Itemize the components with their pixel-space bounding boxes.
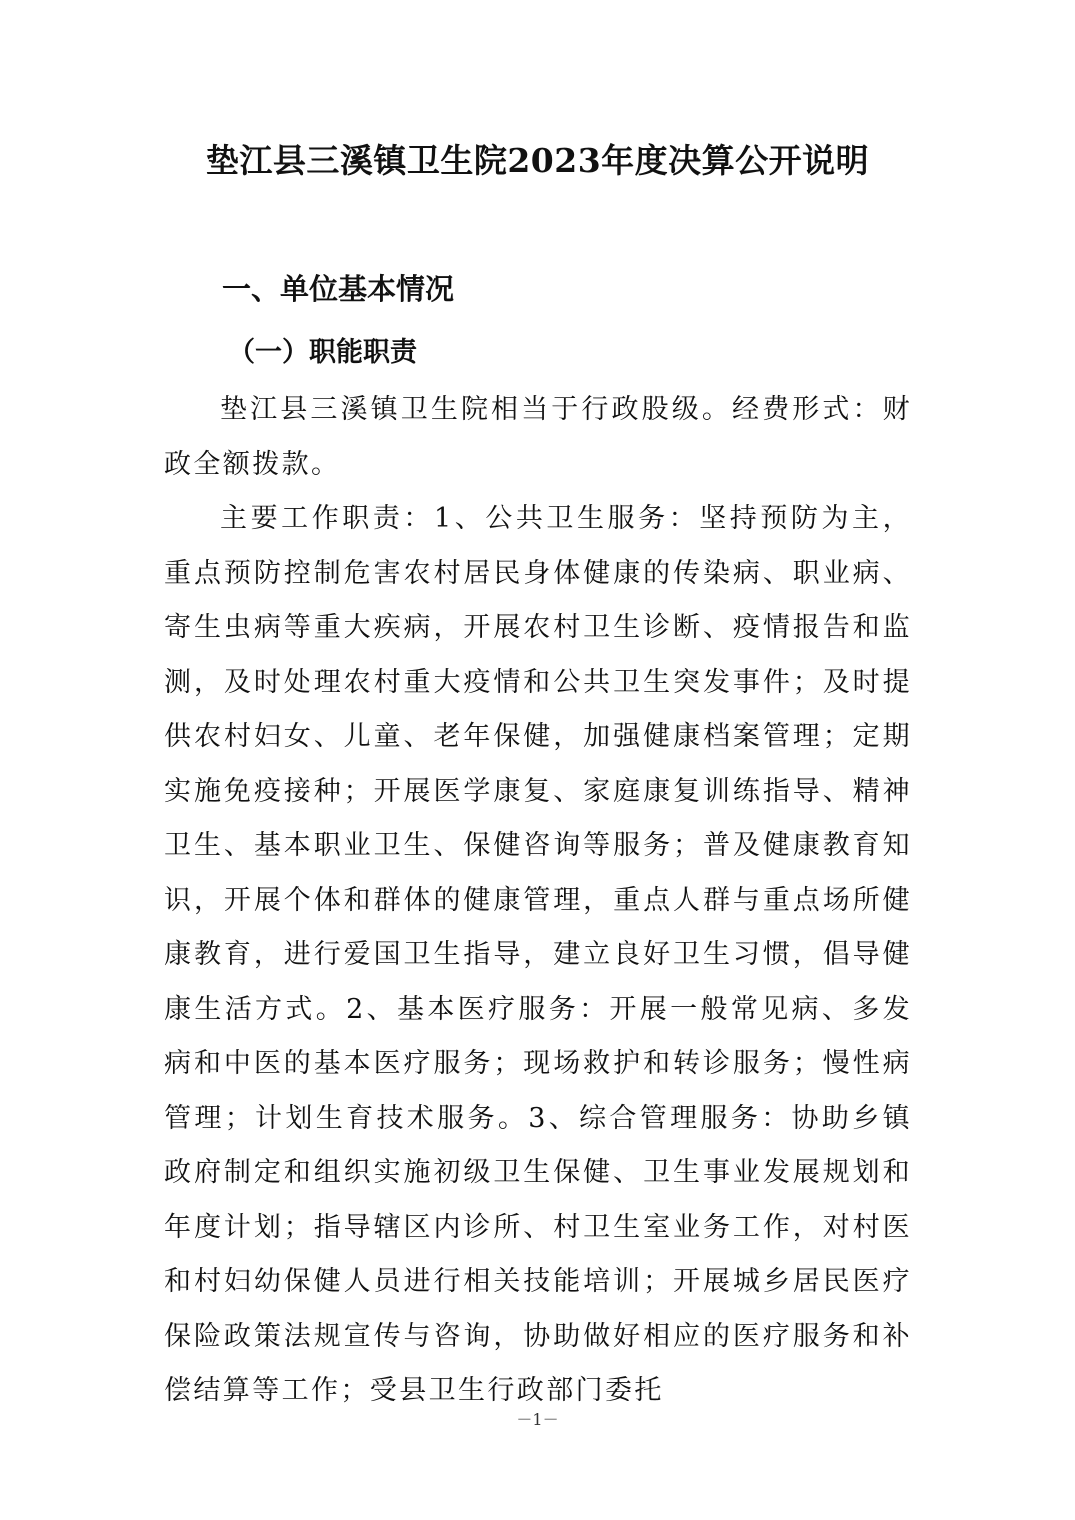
body-paragraph: 主要工作职责：1、公共卫生服务：坚持预防为主，重点预防控制危害农村居民身体健康的传染病、职业病、寄生虫病等重大疾病，开展农村卫生诊断、疫情报告和监测，及时处理农村重大疫情和公共卫生突发事件；及时提供农村妇女、儿童、老年保健，加强健康档案管理；定期实施免疫接种；开展医学康复、家庭康复训练指导、精神卫生、基本职业卫生、保健咨询等服务；普及健康教育知识，开展个体和群体的健康管理，重点人群与重点场所健康教育，进行爱国卫生指导，建立良好卫生习惯，倡导健康生活方式。2、基本医疗服务：开展一般常见病、多发病和中医的基本医疗服务；现场救护和转诊服务；慢性病管理；计划生育技术服务。3、综合管理服务：协助乡镇政府制定和组织实施初级卫生保健、卫生事业发展规划和年度计划；指导辖区内诊所、村卫生室业务工作，对村医和村妇幼保健人员进行相关技能培训；开展城乡居民医疗保险政策法规宣传与咨询，协助做好相应的医疗服务和补偿结算等工作；受县卫生行政部门委托 [164,503,912,1406]
sub-heading: （一）职能职责 [228,337,417,368]
document-title: 垫江县三溪镇卫生院2023年度决算公开说明 [205,141,870,180]
body-paragraph: 垫江县三溪镇卫生院相当于行政股级。经费形式：财政全额拨款。 [164,394,912,480]
page-number: －1－ [516,1410,559,1429]
section-heading: 一、单位基本情况 [222,272,455,306]
